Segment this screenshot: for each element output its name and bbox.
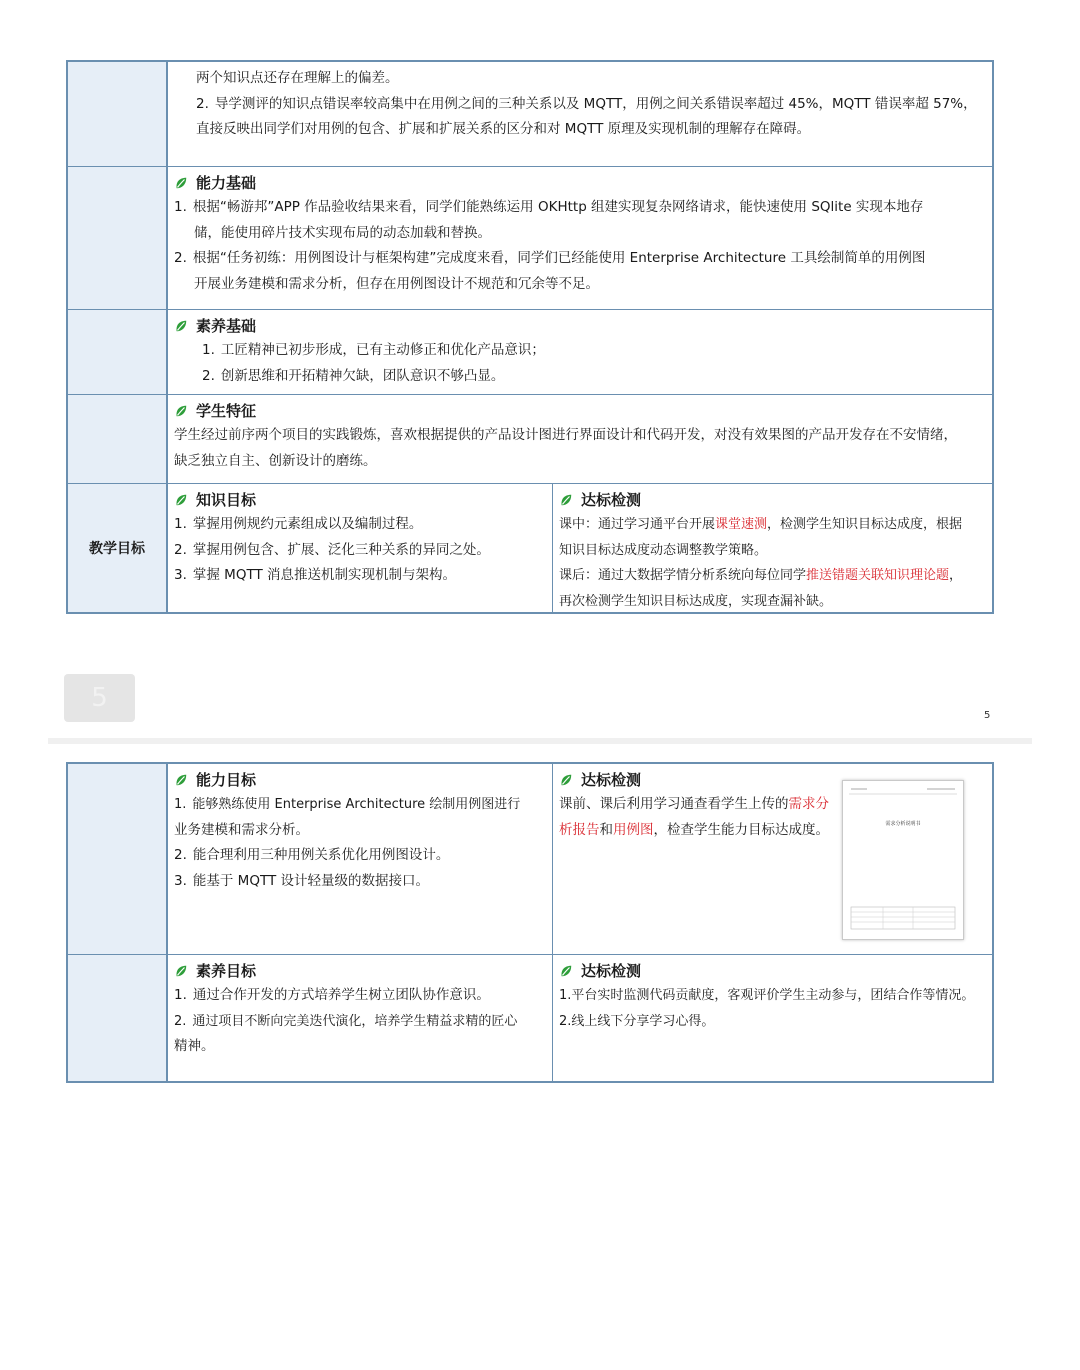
quality-base-row xyxy=(68,309,992,394)
list-item: 2. 通过项目不断向完美迭代演化，培养学生精益求精的匠心 xyxy=(174,1013,518,1029)
row-label-empty xyxy=(68,62,168,166)
text-line: 析报告和用例图，检查学生能力目标达成度。 xyxy=(559,821,829,838)
page-number: 5 xyxy=(984,710,991,721)
list-item: 1. 根据“畅游邦”APP 作品验收结果来看，同学们能熟练运用 OKHttp 组建实现复杂网络请求，能快速使用 SQlite 实现本地存 xyxy=(174,199,924,215)
section-heading: 能力基础 xyxy=(174,171,986,195)
student-cell xyxy=(168,395,992,483)
list-item: 3. 掌握 MQTT 消息推送机制实现机制与架构。 xyxy=(174,567,457,583)
row-label-empty xyxy=(68,167,168,309)
section-heading: 达标检测 xyxy=(559,488,986,512)
text-line: 两个知识点还存在理解上的偏差。 xyxy=(196,70,399,86)
row-label-empty xyxy=(68,310,168,394)
list-item: 1. 通过合作开发的方式培养学生树立团队协作意识。 xyxy=(174,987,490,1003)
section-heading: 素养目标 xyxy=(174,959,546,983)
list-item-cont: 业务建模和需求分析。 xyxy=(174,821,309,838)
ability-goal-cell xyxy=(168,764,553,954)
report-thumbnail xyxy=(842,780,964,940)
list-item-cont: 储，能使用碎片技术实现布局的动态加载和替换。 xyxy=(194,224,491,241)
top-table xyxy=(66,60,994,614)
ability-base-cell xyxy=(168,167,992,309)
leaf-icon xyxy=(174,773,188,787)
ability-check-cell xyxy=(553,764,992,954)
list-item: 1. 掌握用例规约元素组成以及编制过程。 xyxy=(174,516,423,532)
row-label-empty xyxy=(68,764,168,954)
list-item: 2. 根据“任务初练：用例图设计与框架构建”完成度来看，同学们已经能使用 Enterprise Architecture 工具绘制简单的用例图 xyxy=(174,250,926,266)
section-heading: 知识目标 xyxy=(174,488,546,512)
leaf-icon xyxy=(174,964,188,978)
section-heading: 素养基础 xyxy=(174,314,986,338)
quality-base-cell xyxy=(168,310,992,394)
text-line: 1.平台实时监测代码贡献度，客观评价学生主动参与，团结合作等情况。 xyxy=(559,988,975,1003)
quality-goal-cell xyxy=(168,955,553,1081)
row-label-empty xyxy=(68,395,168,483)
list-item: 2. 能合理利用三种用例关系优化用例图设计。 xyxy=(174,847,450,863)
leaf-icon xyxy=(559,964,573,978)
teaching-goal-label: 教学目标 xyxy=(68,484,168,612)
quality-check-cell xyxy=(553,955,992,1081)
section-heading: 达标检测 xyxy=(559,768,986,792)
ability-base-row xyxy=(68,166,992,309)
list-item-cont: 精神。 xyxy=(174,1038,215,1054)
quality-goal-row xyxy=(68,954,992,1081)
leaf-icon xyxy=(174,404,188,418)
ability-split xyxy=(168,764,992,954)
list-item: 1. 工匠精神已初步形成，已有主动修正和优化产品意识； xyxy=(202,342,545,358)
knowledge-check-cell xyxy=(553,484,992,612)
thumbnail-title: 需求分析说明书 xyxy=(885,821,921,827)
knowledge-goal-cell xyxy=(168,484,553,612)
text-line: 2.线上线下分享学习心得。 xyxy=(559,1013,715,1029)
prior-knowledge-row xyxy=(68,62,992,166)
student-row xyxy=(68,394,992,483)
leaf-icon xyxy=(559,493,573,507)
leaf-icon xyxy=(174,176,188,190)
text-line: 知识目标达成度动态调整教学策略。 xyxy=(559,542,768,558)
text-line: 课中：通过学习通平台开展课堂速测，检测学生知识目标达成度，根据 xyxy=(559,517,963,532)
text-line: 再次检测学生知识目标达成度，实现查漏补缺。 xyxy=(559,593,833,609)
section-heading: 学生特征 xyxy=(174,399,986,423)
quality-split xyxy=(168,955,992,1081)
text-line: 缺乏独立自主、创新设计的磨练。 xyxy=(174,452,377,469)
section-heading: 能力目标 xyxy=(174,768,546,792)
page-number-badge: 5 xyxy=(64,674,135,722)
prior-knowledge-cell xyxy=(168,62,992,166)
leaf-icon xyxy=(174,493,188,507)
list-item: 1. 能够熟练使用 Enterprise Architecture 绘制用例图进行 xyxy=(174,797,521,812)
row-label-empty xyxy=(68,955,168,1081)
teaching-goal-row xyxy=(68,483,992,612)
list-item: 3. 能基于 MQTT 设计轻量级的数据接口。 xyxy=(174,872,430,889)
section-heading: 达标检测 xyxy=(559,959,986,983)
bottom-table xyxy=(66,762,994,1083)
text-line: 直接反映出同学们对用例的包含、扩展和扩展关系的区分和对 MQTT 原理及实现机制的理解存在障碍。 xyxy=(196,121,811,137)
list-item: 2. 导学测评的知识点错误率较高集中在用例之间的三种关系以及 MQTT，用例之间关系错误率超过 45%，MQTT 错误率超 57%， xyxy=(196,95,977,112)
list-item: 2. 创新思维和开拓精神欠缺，团队意识不够凸显。 xyxy=(202,367,505,384)
leaf-icon xyxy=(174,319,188,333)
text-line: 课后：通过大数据学情分析系统向每位同学推送错题关联知识理论题， xyxy=(559,568,963,583)
page-separator xyxy=(48,738,1032,744)
list-item-cont: 开展业务建模和需求分析，但存在用例图设计不规范和冗余等不足。 xyxy=(194,275,599,292)
ability-goal-row xyxy=(68,764,992,954)
leaf-icon xyxy=(559,773,573,787)
text-line: 课前、课后利用学习通查看学生上传的需求分 xyxy=(559,796,829,812)
document-preview-icon xyxy=(843,781,963,939)
goal-split xyxy=(168,484,992,612)
text-line: 学生经过前序两个项目的实践锻炼，喜欢根据提供的产品设计图进行界面设计和代码开发，对没有效果图的产品开发存在不安情绪， xyxy=(174,427,957,443)
list-item: 2. 掌握用例包含、扩展、泛化三种关系的异同之处。 xyxy=(174,541,490,558)
